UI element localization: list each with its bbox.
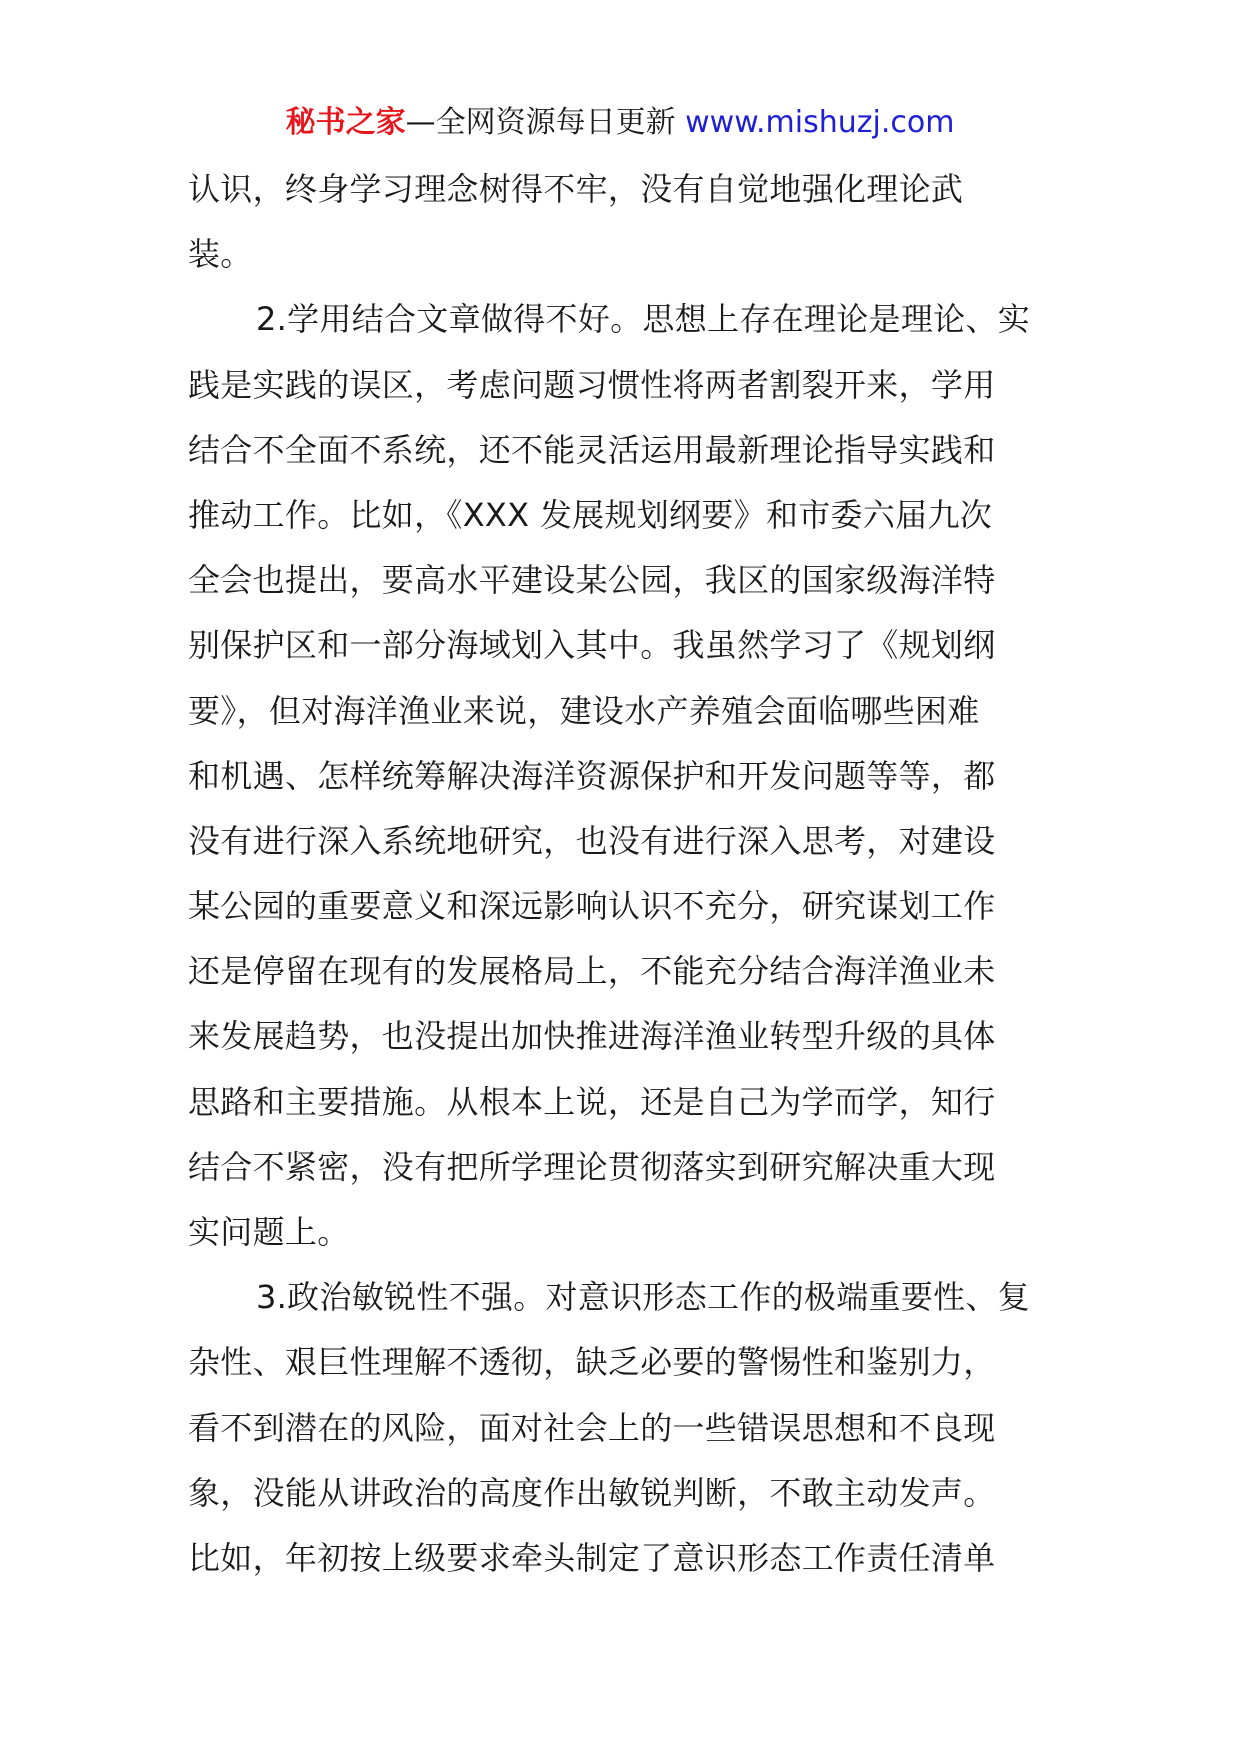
document-body [188, 157, 1058, 1591]
text-line: 没有进行深入系统地研究，也没有进行深入思考，对建设 [188, 821, 996, 860]
text-line: 推动工作。比如，《XXX 发展规划纲要》和市委六届九次 [188, 495, 993, 534]
site-slogan: —全网资源每日更新 [405, 105, 686, 140]
text-line: 来发展趋势，也没提出加快推进海洋渔业转型升级的具体 [188, 1017, 996, 1056]
text-line: 2.学用结合文章做得不好。思想上存在理论是理论、实 [256, 300, 1031, 339]
text-line: 象，没能从讲政治的高度作出敏锐判断，不敢主动发声。 [188, 1473, 996, 1512]
site-url-link[interactable]: www.mishuzj.com [685, 105, 955, 140]
text-line: 比如，年初按上级要求牵头制定了意识形态工作责任清单 [188, 1538, 996, 1577]
text-line: 结合不紧密，没有把所学理论贯彻落实到研究解决重大现 [188, 1147, 996, 1186]
text-line: 看不到潜在的风险，面对社会上的一些错误思想和不良现 [188, 1408, 996, 1447]
text-line: 思路和主要措施。从根本上说，还是自己为学而学，知行 [188, 1082, 996, 1121]
text-line: 结合不全面不系统，还不能灵活运用最新理论指导实践和 [188, 430, 996, 469]
text-line: 别保护区和一部分海域划入其中。我虽然学习了《规划纲 [188, 626, 996, 665]
text-line: 实问题上。 [188, 1213, 350, 1251]
text-line: 杂性、艰巨性理解不透彻，缺乏必要的警惕性和鉴别力， [188, 1343, 996, 1382]
site-brand: 秘书之家 [285, 105, 406, 140]
page-header [0, 103, 1240, 143]
text-line: 践是实践的误区，考虑问题习惯性将两者割裂开来，学用 [188, 365, 996, 404]
text-line: 和机遇、怎样统筹解决海洋资源保护和开发问题等等，都 [188, 756, 996, 795]
text-line: 认识，终身学习理念树得不牢，没有自觉地强化理论武 [188, 170, 964, 208]
text-line: 某公园的重要意义和深远影响认识不充分，研究谋划工作 [188, 887, 996, 926]
text-line: 还是停留在现有的发展格局上，不能充分结合海洋渔业未 [188, 952, 996, 991]
text-line: 要》，但对海洋渔业来说，建设水产养殖会面临哪些困难 [188, 691, 980, 730]
text-line: 全会也提出，要高水平建设某公园，我区的国家级海洋特 [188, 561, 996, 600]
text-line: 3.政治敏锐性不强。对意识形态工作的极端重要性、复 [256, 1278, 1031, 1317]
text-line: 装。 [188, 235, 253, 274]
